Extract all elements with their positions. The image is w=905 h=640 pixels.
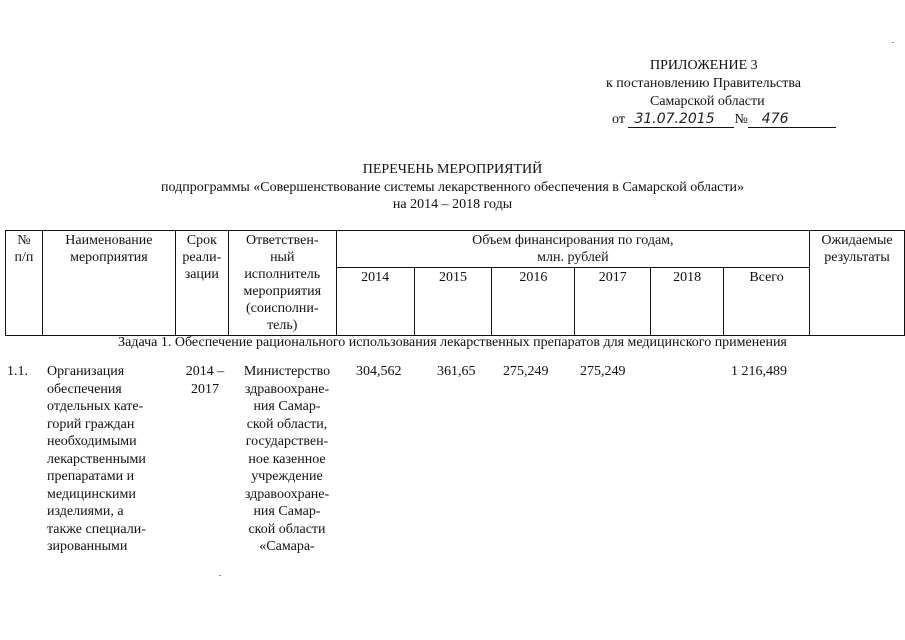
handwritten-number: 476 — [748, 112, 836, 128]
header-num: № п/п — [6, 231, 43, 336]
from-label: от — [612, 112, 625, 127]
handwritten-date: 31.07.2015 — [628, 112, 734, 128]
value-2015: 361,65 — [437, 364, 476, 379]
header-year-2015: 2015 — [414, 268, 492, 336]
header-year-2014: 2014 — [336, 268, 414, 336]
value-2017: 275,249 — [580, 364, 626, 379]
header-total: Всего — [724, 268, 810, 336]
resolution-line: к постановлению Правительства — [606, 76, 802, 91]
value-2016: 275,249 — [503, 364, 549, 379]
appendix-label: ПРИЛОЖЕНИЕ 3 — [650, 58, 758, 73]
date-number-line — [612, 111, 836, 129]
row-name: Организация обеспечения отдельных кате- горий граждан необходимыми лекарственными препаратами и медицинскими изделиями, а также специали- зированными — [47, 364, 146, 554]
row-num: 1.1. — [7, 364, 28, 379]
document-title: ПЕРЕЧЕНЬ МЕРОПРИЯТИЙ — [362, 162, 543, 177]
header-results: Ожидаемые результаты — [809, 231, 904, 336]
number-label: № — [734, 112, 748, 127]
value-total: 1 216,489 — [731, 364, 787, 379]
row-responsible: Министерство здравоохране- ния Самар- ской области, государствен- ное казенное учреждение здравоохране- ния Самар- ской области «Самара- — [243, 364, 331, 554]
header-term: Срок реали- зации — [175, 231, 228, 336]
header-year-2018: 2018 — [651, 268, 724, 336]
header-year-2017: 2017 — [575, 268, 651, 336]
header-name: Наименование мероприятия — [42, 231, 175, 336]
header-responsible: Ответствен- ный исполнитель мероприятия (соисполни- тель) — [228, 231, 336, 336]
scan-speck — [892, 42, 894, 43]
header-year-2016: 2016 — [492, 268, 575, 336]
row-term: 2014 – 2017 — [185, 364, 225, 397]
value-2014: 304,562 — [356, 364, 402, 379]
region-line: Самарской области — [650, 94, 765, 109]
subprogram-title: подпрограммы «Совершенствование системы лекарственного обеспечения в Самарской области» — [161, 180, 744, 195]
period-title: на 2014 – 2018 годы — [392, 197, 513, 212]
scan-speck — [219, 575, 221, 576]
header-funding: Объем финансирования по годам, млн. рублей — [336, 231, 809, 268]
events-table-header — [5, 230, 905, 336]
task-caption: Задача 1. Обеспечение рационального использования лекарственных препаратов для медицинского применения — [118, 335, 787, 350]
